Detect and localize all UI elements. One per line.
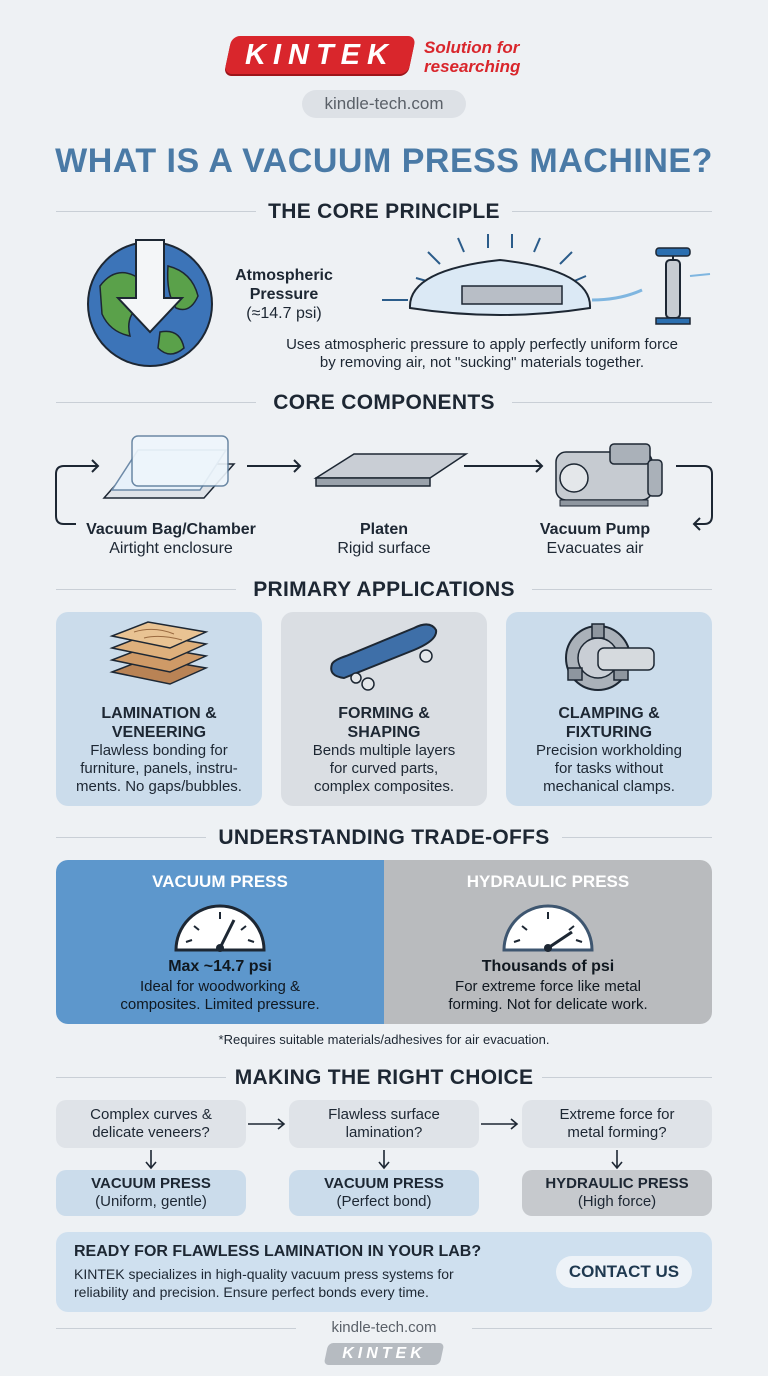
description-line: composites. Limited pressure. — [120, 996, 320, 1013]
skateboard-icon — [326, 620, 444, 696]
application-text-lamination — [56, 704, 262, 796]
tradeoffs-footnote: *Requires suitable materials/adhesives for air evacuation. — [218, 1032, 550, 1047]
description-line: Ideal for woodworking & — [139, 978, 301, 995]
card-desc: Bends multiple layers — [312, 742, 456, 759]
question-line: lamination? — [345, 1124, 423, 1141]
cta-description — [74, 1265, 554, 1301]
wood-veneer-stack-icon — [104, 618, 214, 698]
low-pressure-gauge-icon — [172, 900, 268, 952]
section-title-core-components: CORE COMPONENTS — [273, 391, 495, 414]
answer-vacuum-bond — [289, 1170, 479, 1216]
site-url-pill[interactable]: kindle-tech.com — [302, 90, 466, 118]
card-title: CLAMPING & — [558, 705, 660, 722]
high-pressure-gauge-icon — [500, 900, 596, 952]
section-title-tradeoffs: UNDERSTANDING TRADE-OFFS — [218, 826, 550, 849]
question-line: delicate veneers? — [92, 1124, 210, 1141]
vacuum-press-max-pressure: Max ~14.7 psi — [168, 958, 272, 975]
brand-tagline — [424, 38, 584, 76]
core-principle-description — [232, 336, 732, 372]
section-title-primary-applications: PRIMARY APPLICATIONS — [253, 578, 515, 601]
answer-detail: (High force) — [577, 1193, 657, 1210]
card-desc: for curved parts, — [329, 760, 439, 777]
atmospheric-pressure-label — [228, 266, 340, 304]
component-name: Platen — [359, 521, 408, 538]
choice-flow-arrows — [56, 1110, 712, 1170]
section-title-core-principle: THE CORE PRINCIPLE — [268, 200, 500, 223]
card-desc: furniture, panels, instru- — [80, 760, 238, 777]
section-title-right-choice: MAKING THE RIGHT CHOICE — [234, 1066, 534, 1089]
lathe-chuck-icon — [560, 618, 660, 698]
card-title: VENEERING — [111, 724, 207, 741]
card-title: SHAPING — [347, 724, 421, 741]
hydraulic-press-heading: HYDRAULIC PRESS — [466, 872, 630, 891]
card-desc: ments. No gaps/bubbles. — [76, 778, 242, 795]
question-line: Complex curves & — [90, 1106, 212, 1123]
card-desc: Precision workholding — [536, 742, 682, 759]
answer-title: VACUUM PRESS — [324, 1175, 444, 1192]
card-title: FORMING & — [338, 705, 430, 722]
component-desc: Airtight enclosure — [109, 540, 233, 557]
cta-line: KINTEK specializes in high-quality vacuum press systems for — [74, 1266, 454, 1282]
footer-site-url[interactable]: kindle-tech.com — [331, 1319, 437, 1336]
label-line: Pressure — [249, 286, 319, 303]
component-vacuum-bag — [72, 520, 270, 558]
component-platen — [304, 520, 464, 558]
question-line: Extreme force for — [559, 1106, 675, 1123]
answer-detail: (Perfect bond) — [336, 1193, 432, 1210]
description-line: Uses atmospheric pressure to apply perfectly uniform force — [286, 336, 678, 353]
cta-title: READY FOR FLAWLESS LAMINATION IN YOUR LAB? — [74, 1243, 482, 1260]
component-name: Vacuum Pump — [539, 521, 651, 538]
answer-hydraulic-force — [522, 1170, 712, 1216]
description-line: forming. Not for delicate work. — [448, 996, 648, 1013]
answer-title: VACUUM PRESS — [91, 1175, 211, 1192]
vacuum-press-heading: VACUUM PRESS — [152, 872, 288, 891]
card-title: FIXTURING — [565, 724, 653, 741]
component-vacuum-pump — [530, 520, 660, 558]
tagline-line: Solution for — [424, 38, 520, 57]
question-line: metal forming? — [567, 1124, 667, 1141]
earth-pressure-icon — [80, 236, 222, 370]
description-line: by removing air, not "sucking" materials together. — [319, 354, 645, 371]
card-desc: complex composites. — [313, 778, 455, 795]
component-desc: Evacuates air — [546, 540, 644, 557]
vacuum-press-description — [56, 978, 384, 1014]
component-name: Vacuum Bag/Chamber — [86, 521, 256, 538]
card-title: LAMINATION & — [101, 705, 217, 722]
card-desc: for tasks without — [554, 760, 664, 777]
answer-vacuum-uniform — [56, 1170, 246, 1216]
page-title: WHAT IS A VACUUM PRESS MACHINE? — [55, 142, 713, 180]
card-desc: mechanical clamps. — [543, 778, 675, 795]
description-line: For extreme force like metal — [455, 978, 641, 995]
contact-us-button[interactable]: CONTACT US — [556, 1256, 692, 1288]
hydraulic-press-description — [384, 978, 712, 1014]
footer-brand-logo: KINTEK — [342, 1345, 426, 1362]
answer-detail: (Uniform, gentle) — [95, 1193, 207, 1210]
card-desc: Flawless bonding for — [90, 742, 228, 759]
answer-title: HYDRAULIC PRESS — [545, 1175, 689, 1192]
component-desc: Rigid surface — [337, 540, 431, 557]
tagline-line: researching — [424, 57, 521, 76]
hydraulic-press-pressure: Thousands of psi — [481, 958, 615, 975]
cta-line: reliability and precision. Ensure perfect bonds every time. — [74, 1284, 429, 1300]
pressure-value-label: (≈14.7 psi) — [246, 305, 322, 322]
brand-logo: KINTEK — [245, 39, 395, 71]
label-line: Atmospheric — [235, 267, 333, 284]
vacuum-bag-diagram-icon — [380, 230, 720, 330]
question-line: Flawless surface — [328, 1106, 440, 1123]
application-text-clamping — [506, 704, 712, 796]
application-text-forming — [281, 704, 487, 796]
